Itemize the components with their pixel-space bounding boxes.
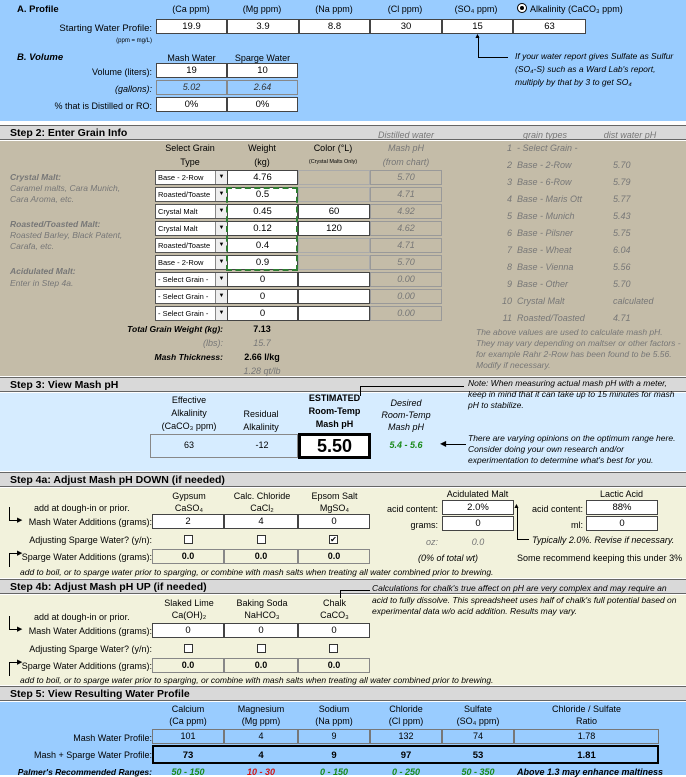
desired-range: 5.4 - 5.6 (389, 440, 423, 450)
hdr-weight: Weight (248, 143, 276, 153)
grain-type-select[interactable] (155, 289, 228, 304)
grain-weight-input[interactable]: 0.9 (227, 255, 298, 270)
start-mg-input[interactable]: 3.9 (227, 19, 299, 34)
ref-grain-ph: 5.56 (613, 262, 631, 272)
chevron-down-icon: ▼ (215, 256, 227, 269)
mash-profile-value: 9 (298, 729, 370, 744)
col-alkalinity: Alkalinity (CaCO₃ ppm) (530, 4, 623, 14)
col-sparge-water: Sparge Water (234, 53, 291, 63)
adjust-sparge-label: Adjusting Sparge Water? (y/n): (29, 535, 152, 545)
total-weight-kg: 7.13 (253, 324, 271, 334)
palmer-note: Above 1.3 may enhance maltiness (517, 767, 664, 777)
acid-content-label: acid content: (386, 504, 438, 514)
palmer-range: 50 - 150 (171, 767, 205, 777)
result-col-title: Sulfate (463, 704, 493, 714)
ref-number: 3 (506, 177, 512, 187)
chevron-down-icon: ▼ (215, 239, 227, 252)
cacl-mash-input[interactable]: 4 (224, 514, 298, 529)
ref-grain-ph: 5.75 (613, 228, 631, 238)
ref-grain-type: Base - Other (517, 279, 569, 289)
lime-mash-input[interactable]: 0 (152, 623, 224, 638)
mash-additions-label: Mash Water Additions (grams): (28, 517, 152, 527)
lactic-content-label: acid content: (531, 504, 583, 514)
chalk-formula: CaCO₃ (320, 610, 349, 620)
step4b-header: Step 4b: Adjust Mash pH UP (if needed) (0, 579, 686, 594)
chevron-down-icon: ▼ (215, 222, 227, 235)
measure-note: Note: When measuring actual mash pH with a meter, keep in mind that it can take up to 15 minutes for mash pH to stabilize. (468, 378, 675, 410)
chevron-down-icon: ▼ (215, 290, 227, 303)
result-col-unit: Ratio (575, 716, 597, 726)
grain-color-input[interactable] (298, 187, 370, 202)
grain-type-select[interactable] (155, 306, 228, 321)
palmer-range: 50 - 350 (461, 767, 495, 777)
epsom-sparge-checkbox[interactable]: ✔ (330, 535, 337, 544)
epsom-label: Epsom Salt (311, 491, 358, 501)
gypsum-mash-input[interactable]: 2 (152, 514, 224, 529)
ref-number: 11 (502, 313, 512, 323)
desired-2: Room-Temp (381, 410, 431, 420)
cacl-sparge: 0.0 (224, 549, 298, 564)
grain-color-input[interactable]: 120 (298, 221, 370, 236)
result-col-title: Calcium (171, 704, 205, 714)
grain-color-input[interactable] (298, 238, 370, 253)
alkalinity-radio[interactable] (517, 3, 527, 13)
gypsum-sparge: 0.0 (152, 549, 224, 564)
lime-sparge-checkbox[interactable] (184, 644, 193, 653)
grain-weight-input[interactable]: 0.12 (227, 221, 298, 236)
grain-type-select[interactable] (155, 170, 228, 185)
desired-1: Desired (390, 398, 422, 408)
chevron-down-icon: ▼ (215, 188, 227, 201)
grain-color-input[interactable] (298, 289, 370, 304)
res-alk-value: -12 (255, 440, 269, 450)
grain-type-select[interactable] (155, 187, 228, 202)
grain-color-input[interactable]: 60 (298, 204, 370, 219)
acid-malt-oz: 0.0 (471, 537, 485, 547)
sparge-additions-label-4b: Sparge Water Additions (grams): (21, 661, 152, 671)
result-col-title: Magnesium (237, 704, 285, 714)
ref-grain-type: Base - 2-Row (517, 160, 572, 170)
ref-number: 10 (501, 296, 512, 306)
ref-grain-ph: 5.70 (613, 160, 631, 170)
chevron-down-icon: ▼ (215, 273, 227, 286)
cacl-formula: CaCl₂ (250, 503, 274, 513)
eff-alk-1: Effective (171, 395, 207, 405)
lbs-label: (lbs): (203, 338, 223, 348)
result-col-unit: (Ca ppm) (169, 716, 207, 726)
grain-mash-ph: 0.00 (370, 272, 442, 287)
ref-hdr-ph: dist water pH (603, 130, 657, 140)
grain-mash-ph: 4.71 (370, 187, 442, 202)
combo-profile-value: 4 (258, 750, 264, 761)
grain-mash-ph: 5.70 (370, 255, 442, 270)
roasted-crystal-highlight (226, 187, 298, 271)
thickness-qt-lb: 1.28 qt/lb (243, 366, 281, 376)
combo-profile-value: 73 (182, 750, 194, 761)
ref-number: 8 (506, 262, 512, 272)
grain-color-input[interactable] (298, 272, 370, 287)
palmer-label: Palmer's Recommended Ranges: (17, 767, 152, 777)
lime-label: Slaked Lime (164, 598, 214, 608)
col-ca: (Ca ppm) (172, 4, 210, 14)
volume-title: B. Volume (17, 52, 64, 63)
ref-grain-ph: 6.04 (613, 245, 631, 255)
grain-type-value: Base - 2-Row (158, 173, 204, 182)
sparge-additions-label: Sparge Water Additions (grams): (21, 552, 152, 562)
chevron-down-icon: ▼ (215, 307, 227, 320)
col-mash-water: Mash Water (167, 53, 216, 63)
start-ca-input[interactable]: 19.9 (156, 19, 227, 34)
grain-type-value: Roasted/Toaste (158, 241, 211, 250)
water-calculator-sheet: A. Profile (Ca ppm) (Mg ppm) (Na ppm) (Cl ppm) (SO₄ ppm) Alkalinity (CaCO₃ ppm) Starting Water Profile: (ppm = mg/L) 19.9 3.9 8.8 30 15 63 B. Volume Mash Water Sparge Water Volume (liters): 19 10 (gallons): 5.02 2.64 % that is Distilled or RO: 0% 0% ▲ If your water report gives Sulfate as Sulfur (SO₄-S) such as a Ward Lab's report, multiply by that by 3 to get SO₄ Step 2: Enter Grain Info Select Grain Type Weight (kg) Color (°L) (Crystal Malts Only) Distilled water Mash pH (from chart) Crystal Malt: Caramel malts, Cara Munich, Cara Aroma, etc. Roasted/Toasted Malt: Roasted Barley, Black Patent, Carafa, etc. Acidulated Malt: Enter in Step 4a. Base - 2-Row ▼ 4.76 5.70 Roasted/Toaste ▼ 0.5 4.71 Crystal Malt ▼ 0.45 60 4.92 Crystal Malt ▼ 0.12 120 4.62 Roasted/Toaste ▼ 0.4 4.71 Base - 2-Row ▼ 0.9 5.70 - Select Grain - ▼ 0 0.00 - Select Grain - ▼ 0 0.00 - Select Grain - ▼ 0 0.00 Total Grain Weight (kg): 7.13 (lbs): 15.7 Mash Thickness: 2.66 l/kg 1.28 qt/lb grain types dist water pH 1 - Select Grain - 2 Base - 2-Row 5.70 3 Base - 6-Row 5.79 4 Base - Maris Ott 5.77 5 Base - Munich 5.43 6 Base - Pilsner 5.75 7 Base - Wheat 6.04 8 Base - Vienna 5.56 9 Base - Other 5.70 10 Crystal Malt calculated 11 Roasted/Toasted 4.71 The above values are used to calculate mash pH. They may vary depending on maltser or other factors - for example Rahr 2-Row has been found to be 5.56. Modify if necessary. Step 3: View Mash pH Effective Alkalinity (CaCO₃ ppm) Residual Alkalinity ESTIMATED Room-Temp Mash pH Desired Room-Temp Mash pH 63 -12 5.50 5.4 - 5.6 Note: When measuring actual mash pH with a meter, keep in mind that it can take up to 15 minutes for mash pH to stabilize. There are varying opinions on the optimum range here. Consider doing your own research and/or experimentation to determine what's best for you. ◀ Step 4a: Adjust Mash pH DOWN (if needed) Gypsum CaSO₄ Calc. Chloride CaCl₂ Epsom Salt MgSO₄ add at dough-in or prior. ▶ Mash Water Additions (grams): 2 4 0 Adjusting Sparge Water? (y/n): ✔ ▶ Sparge Water Additions (grams): 0.0 0.0 0.0 add to boil, or to sparge water prior to sparging, or combine with mash salts when treating all water combined prior to brewing. Acidulated Malt acid content: 2.0% grams: 0 oz: 0.0 (0% of total wt) Some recommend keeping this under 3% ▲ Typically 2.0%. Revise if necessary. Lactic Acid acid content: 88% ml: 0 Step 4b: Adjust Mash pH UP (if needed) Slaked Lime Ca(OH)₂ Baking Soda NaHCO₃ Chalk CaCO₃ add at dough-in or prior. ▶ Mash Water Additions (grams): 0 0 0 Adjusting Sparge Water? (y/n): ▶ Sparge Water Additions (grams): 0.0 0.0 0.0 add to boil, or to sparge water prior to sparging, or combine with mash salts when treating all water combined prior to brewing. Calculations for chalk's true affect on pH are very complex and may require an acid to fully dissolve. This spreadsheet uses half of chalk's full potential based on experimental data w/o acid addition. Results may vary. Step 5: View Resulting Water Profile Calcium (Ca ppm) 101 73 50 - 150 Magnesium (Mg ppm) 4 4 10 - 30 Sodium (Na ppm) 9 9 0 - 150 Chloride (Cl ppm) 132 97 0 - 250 Sulfate (SO₄ ppm) 74 53 50 - 350 Chloride / Sulfate Ratio 1.78 1.81 Mash Water Profile: Mash + Sparge Water Profile: Palmer's Recommended Ranges: Above 1.3 may enhance maltiness (0, 0, 686, 775)
sparge-gallons: 2.64 (227, 80, 298, 95)
mash-volume-input[interactable]: 19 (156, 63, 227, 78)
thickness-l-kg: 2.66 l/kg (244, 352, 280, 362)
hdr-distilled: Distilled water (377, 130, 435, 140)
grain-mash-ph: 0.00 (370, 306, 442, 321)
result-col-title: Sodium (318, 704, 350, 714)
ref-number: 6 (506, 228, 512, 238)
ref-grain-type: - Select Grain - (517, 143, 578, 153)
acid-malt-grams-input[interactable]: 0 (442, 516, 514, 531)
acid-pct-note: (0% of total wt) (418, 553, 479, 563)
hdr-color-note: (Crystal Malts Only) (308, 159, 358, 165)
ref-number: 7 (506, 245, 512, 255)
lactic-content-input[interactable]: 88% (586, 500, 658, 515)
ref-grain-ph: 5.70 (613, 279, 631, 289)
step5-header: Step 5: View Resulting Water Profile (0, 686, 686, 701)
thickness-label: Mash Thickness: (154, 352, 223, 362)
mash-gallons: 5.02 (156, 80, 227, 95)
mash-profile-value: 4 (224, 729, 298, 744)
hdr-color: Color (°L) (313, 143, 353, 153)
est-1: ESTIMATED (308, 393, 361, 403)
ref-note: The above values are used to calculate mash pH. They may vary depending on maltser or other factors - for example Rahr 2-Row has been found to be 5.56. Modify if necessary. (476, 327, 681, 370)
epsom-mash-input[interactable]: 0 (298, 514, 370, 529)
epsom-sparge: 0.0 (298, 549, 370, 564)
ref-grain-type: Roasted/Toasted (517, 313, 585, 323)
col-cl: (Cl ppm) (387, 4, 423, 14)
grain-type-value: Crystal Malt (158, 224, 198, 233)
grain-type-value: - Select Grain - (158, 275, 209, 284)
grain-weight-input[interactable]: 0 (227, 272, 298, 287)
grain-weight-input[interactable]: 0.4 (227, 238, 298, 253)
lime-sparge: 0.0 (152, 658, 224, 673)
acid-malt-title: Acidulated Malt (446, 489, 509, 499)
acid-malt-content-input[interactable]: 2.0% (442, 500, 514, 515)
start-alk-input[interactable]: 63 (513, 19, 586, 34)
combo-profile-value: 9 (331, 750, 337, 761)
acid-desc: Enter in Step 4a. (10, 278, 74, 288)
est-2: Room-Temp (308, 406, 361, 416)
grain-type-value: - Select Grain - (158, 292, 209, 301)
grain-mash-ph: 4.92 (370, 204, 442, 219)
grain-color-input[interactable] (298, 306, 370, 321)
acid-desc-title: Acidulated Malt: (10, 266, 76, 276)
ref-number: 9 (506, 279, 512, 289)
mash-profile-value: 101 (152, 729, 224, 744)
eff-alk-3: (CaCO₃ ppm) (161, 421, 217, 431)
eff-alk-2: Alkalinity (171, 408, 207, 418)
sulfate-note: If your water report gives Sulfate as Sulfur (SO₄-S) such as a Ward Lab's report, multiply by that by 3 to get SO₄ (515, 51, 674, 87)
combo-profile-value: 53 (472, 750, 484, 761)
grain-type-select[interactable] (155, 204, 228, 219)
total-weight-lbs: 15.7 (253, 338, 271, 348)
ref-grain-ph: calculated (613, 296, 654, 306)
dough-in-note-4b: add at dough-in or prior. (34, 612, 130, 622)
palmer-range: 10 - 30 (246, 767, 276, 777)
lactic-title: Lactic Acid (599, 489, 644, 499)
ref-number: 1 (506, 143, 512, 153)
grams-label: grams: (410, 520, 438, 530)
mash-profile-value: 74 (442, 729, 514, 744)
gallons-label: (gallons): (114, 84, 152, 94)
start-cl-input[interactable]: 30 (370, 19, 442, 34)
gypsum-label: Gypsum (172, 491, 206, 501)
chalk-note: Calculations for chalk's true affect on pH are very complex and may require an acid to fully dissolve. This spreadsheet uses half of chalk's full potential based on experimental data w/o acid addition. Results may vary. (372, 583, 677, 616)
grain-type-select[interactable] (155, 272, 228, 287)
combo-profile-value: 97 (400, 750, 412, 761)
grain-color-input[interactable] (298, 255, 370, 270)
hdr-mash-ph: Mash pH (387, 143, 424, 153)
ref-grain-type: Base - 6-Row (517, 177, 572, 187)
crystal-desc: Caramel malts, Cara Munich, Cara Aroma, etc. (10, 183, 121, 204)
roasted-desc-title: Roasted/Toasted Malt: (10, 219, 101, 229)
chalk-label: Chalk (322, 598, 346, 608)
epsom-formula: MgSO₄ (319, 503, 350, 513)
starting-profile-label: Starting Water Profile: (59, 23, 152, 34)
chalk-sparge-checkbox[interactable] (329, 644, 338, 653)
result-col-title: Chloride / Sulfate (551, 704, 622, 714)
grain-weight-input[interactable]: 0 (227, 289, 298, 304)
grain-type-value: - Select Grain - (158, 309, 209, 318)
ml-label: ml: (571, 520, 583, 530)
adjust-sparge-label-4b: Adjusting Sparge Water? (y/n): (29, 644, 152, 654)
step3-header: Step 3: View Mash pH (0, 377, 686, 392)
grain-mash-ph: 4.62 (370, 221, 442, 236)
combo-profile-value: 1.81 (577, 750, 596, 761)
res-alk-2: Alkalinity (243, 422, 279, 432)
chevron-down-icon: ▼ (215, 171, 227, 184)
cacl-sparge-checkbox[interactable] (257, 535, 266, 544)
desired-3: Mash pH (387, 422, 424, 432)
mash-ro-input[interactable]: 0% (156, 97, 227, 112)
col-so4: (SO₄ ppm) (454, 4, 498, 14)
crystal-desc-title: Crystal Malt: (10, 172, 62, 182)
chevron-down-icon: ▼ (215, 205, 227, 218)
result-col-unit: (Na ppm) (315, 716, 353, 726)
roasted-desc: Roasted Barley, Black Patent, Carafa, etc. (10, 230, 123, 251)
unit-note: (ppm = mg/L) (116, 38, 152, 44)
lactic-ml-input[interactable]: 0 (586, 516, 658, 531)
grain-weight-input[interactable]: 0.5 (227, 187, 298, 202)
grain-mash-ph: 5.70 (370, 170, 442, 185)
res-alk-1: Residual (243, 409, 279, 419)
gypsum-sparge-checkbox[interactable] (184, 535, 193, 544)
chalk-sparge: 0.0 (298, 658, 370, 673)
grain-type-value: Base - 2-Row (158, 258, 204, 267)
soda-sparge: 0.0 (224, 658, 298, 673)
ref-hdr-types: grain types (522, 130, 568, 140)
total-weight-label: Total Grain Weight (kg): (127, 324, 223, 334)
grain-type-select[interactable] (155, 238, 228, 253)
chalk-mash-input[interactable]: 0 (298, 623, 370, 638)
dough-in-note: add at dough-in or prior. (34, 503, 130, 513)
mash-profile-value: 132 (370, 729, 442, 744)
oz-label: oz: (425, 537, 438, 547)
typical-note: Typically 2.0%. Revise if necessary. (532, 535, 675, 545)
hdr-type: Type (180, 157, 200, 167)
gypsum-formula: CaSO₄ (174, 503, 204, 513)
soda-label: Baking Soda (236, 598, 288, 608)
result-col-unit: (Mg ppm) (241, 716, 281, 726)
result-col-title: Chloride (389, 704, 423, 714)
ro-label: % that is Distilled or RO: (54, 101, 152, 111)
hdr-kg: (kg) (254, 157, 270, 167)
ref-grain-type: Base - Maris Ott (517, 194, 583, 204)
grain-mash-ph: 0.00 (370, 289, 442, 304)
palmer-range: 0 - 150 (319, 767, 349, 777)
boil-note: add to boil, or to sparge water prior to sparging, or combine with mash salts when treating all water combined prior to brewing. (20, 567, 494, 577)
col-na: (Na ppm) (315, 4, 353, 14)
col-mg: (Mg ppm) (242, 4, 282, 14)
volume-label: Volume (liters): (91, 67, 152, 77)
keep-under-note: Some recommend keeping this under 3% (517, 553, 683, 563)
ref-grain-ph: 4.71 (613, 313, 631, 323)
acid-section (0, 488, 686, 578)
mash-profile-value: 1.78 (514, 729, 659, 744)
grain-color-input[interactable] (298, 170, 370, 185)
combo-profile-label: Mash + Sparge Water Profile: (34, 750, 152, 760)
grain-type-value: Crystal Malt (158, 207, 198, 216)
palmer-range: 0 - 250 (391, 767, 421, 777)
ref-number: 4 (506, 194, 512, 204)
lime-formula: Ca(OH)₂ (171, 610, 207, 620)
boil-note-4b: add to boil, or to sparge water prior to sparging, or combine with mash salts when treating all water combined prior to brewing. (20, 675, 494, 685)
est-3: Mash pH (315, 419, 354, 429)
result-col-unit: (Cl ppm) (388, 716, 424, 726)
ref-grain-type: Base - Wheat (517, 245, 572, 255)
soda-sparge-checkbox[interactable] (257, 644, 266, 653)
ref-grain-type: Base - Munich (517, 211, 575, 221)
hdr-from-chart: (from chart) (382, 157, 430, 167)
ref-grain-ph: 5.79 (613, 177, 631, 187)
ref-grain-type: Base - Pilsner (517, 228, 574, 238)
start-so4-input[interactable]: 15 (442, 19, 513, 34)
grain-type-value: Roasted/Toaste (158, 190, 211, 199)
soda-formula: NaHCO₃ (244, 610, 280, 620)
eff-alk-value: 63 (183, 440, 194, 450)
grain-weight-input[interactable]: 0.45 (227, 204, 298, 219)
sparge-ro-input[interactable]: 0% (227, 97, 298, 112)
grain-weight-input[interactable]: 0 (227, 306, 298, 321)
result-col-unit: (SO₄ ppm) (456, 716, 500, 726)
mash-additions-label-4b: Mash Water Additions (grams): (28, 626, 152, 636)
hdr-select-grain: Select Grain (165, 143, 215, 153)
step4a-header: Step 4a: Adjust Mash pH DOWN (if needed) (0, 472, 686, 487)
ref-grain-ph: 5.43 (613, 211, 631, 221)
step2-header: Step 2: Enter Grain Info (0, 125, 686, 140)
ref-grain-type: Crystal Malt (517, 296, 565, 306)
sparge-volume-input[interactable]: 10 (227, 63, 298, 78)
grain-mash-ph: 4.71 (370, 238, 442, 253)
ref-grain-ph: 5.77 (613, 194, 631, 204)
ref-number: 5 (506, 211, 512, 221)
profile-title: A. Profile (17, 4, 59, 15)
range-note: There are varying opinions on the optimum range here. Consider doing your own research and/or experimentation to determine what's best for you. (468, 433, 676, 465)
estimated-mash-ph: 5.50 (298, 433, 371, 459)
grain-type-select[interactable] (155, 221, 228, 236)
soda-mash-input[interactable]: 0 (224, 623, 298, 638)
cacl-label: Calc. Chloride (233, 491, 291, 501)
ref-grain-type: Base - Vienna (517, 262, 574, 272)
start-na-input[interactable]: 8.8 (299, 19, 370, 34)
grain-weight-input[interactable]: 4.76 (227, 170, 298, 185)
grain-type-select[interactable] (155, 255, 228, 270)
mash-profile-label: Mash Water Profile: (73, 733, 152, 743)
ref-number: 2 (506, 160, 512, 170)
